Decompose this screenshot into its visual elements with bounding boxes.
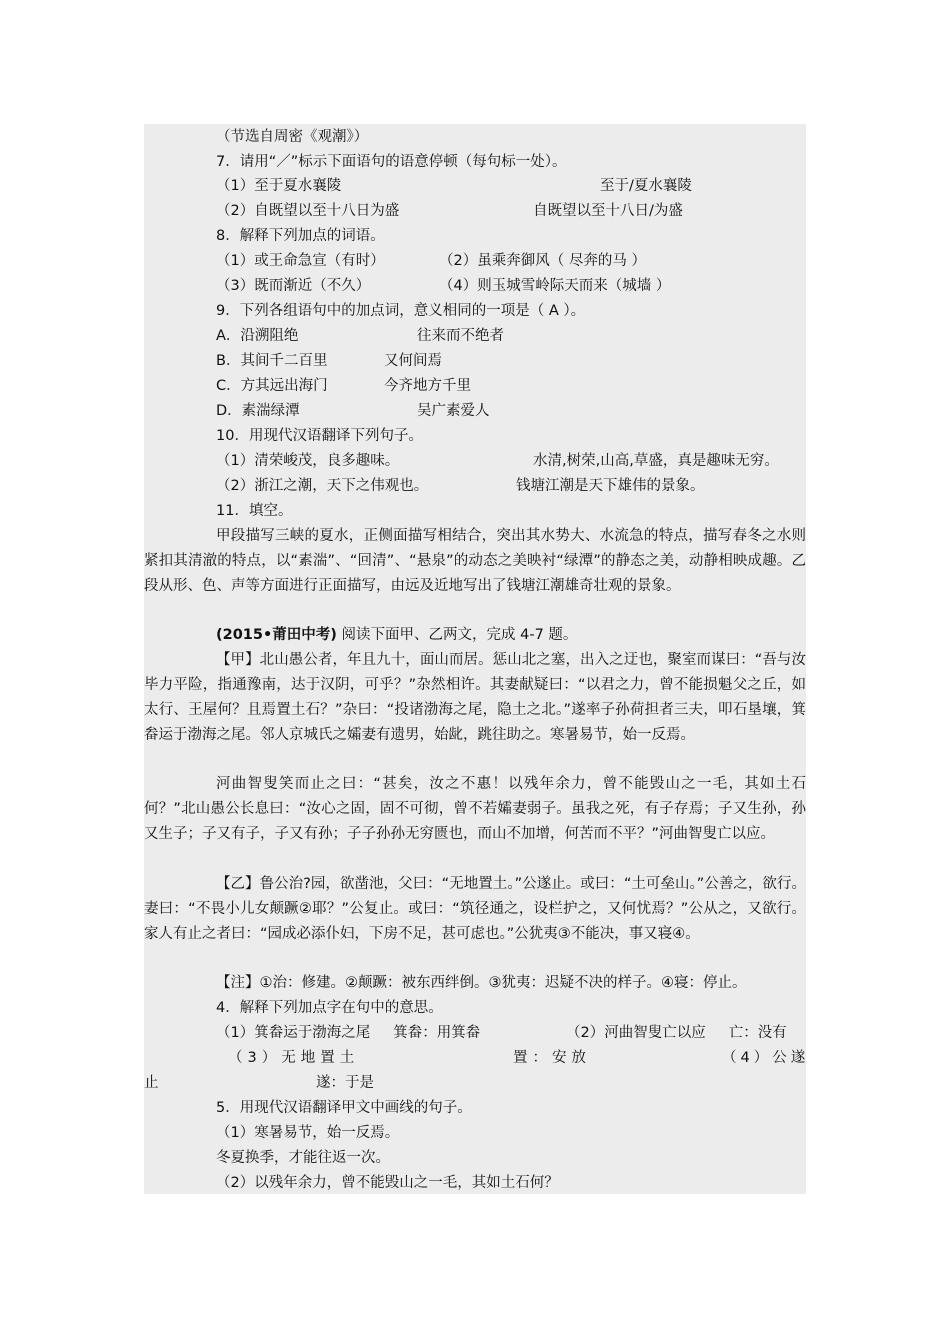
q10-item2-answer: 钱塘江潮是天下雄伟的景象。: [516, 478, 705, 494]
q10-item2-question: （2）浙江之潮，天下之伟观也。: [216, 478, 429, 494]
q10-title: 10．用现代汉语翻译下列句子。: [216, 428, 423, 444]
q5-item2-question: （2）以残年余力，曾不能毁山之一毛，其如土石何？: [216, 1175, 559, 1191]
q9-option-d-left: D．素湍绿潭: [216, 403, 300, 419]
q7-item1-question: （1）至于夏水襄陵: [216, 178, 342, 194]
q10-item1-answer: 水清,树荣,山高,草盛，真是趣味无穷。: [533, 453, 779, 469]
q5-item1-answer: 冬夏换季，才能往返一次。: [216, 1150, 390, 1166]
q10-item1-question: （1）清荣峻茂，良多趣味。: [216, 453, 400, 469]
annotation-notes: 【注】①治：修建。②颠蹶：被东西绊倒。③犹夷：迟疑不决的样子。④寝：停止。: [216, 975, 747, 991]
q4-title: 4．解释下列加点字在句中的意思。: [216, 1000, 443, 1016]
q9-option-c-left: C．方其远出海门: [216, 378, 328, 394]
exam-source: (2015•莆田中考): [216, 627, 337, 643]
q8-item3: （3）既而渐近（不久）: [216, 278, 371, 294]
q9-option-c-right: 今齐地方千里: [384, 378, 471, 394]
text-jia-paragraph-1: 【甲】北山愚公者，年且九十，面山而居。惩山北之塞，出入之迂也，聚室而谋曰：“吾与汝毕力平险，指通豫南，达于汉阴，可乎？”杂然相许。其妻献疑曰：“以君之力，曾不能损魁父之丘，如太行、王屋何？且焉置土石？”杂曰：“投诸渤海之尾，隐土之北。”遂率子孙荷担者三夫，叩石垦壤，箕畚运于渤海之尾。邻人京城氏之孀妻有遗男，始龀，跳往助之。寒暑易节，始一反焉。: [144, 652, 806, 743]
q7-item2-question: （2）自既望以至十八日为盛: [216, 203, 400, 219]
q4-item3-answer: 置：安放: [513, 1050, 591, 1066]
section2-heading: [216, 623, 577, 647]
q4-item4-continued: 止: [144, 1075, 159, 1091]
q4-item1: （1）箕畚运于渤海之尾 箕畚：用箕畚: [216, 1025, 481, 1041]
q9-option-b-right: 又何间焉: [384, 353, 442, 369]
text-jia-paragraph-2: 河曲智叟笑而止之曰：“甚矣，汝之不惠！以残年余力，曾不能毁山之一毛，其如土石何？”北山愚公长息曰：“汝心之固，固不可彻，曾不若孀妻弱子。虽我之死，有子存焉；子又生孙，孙又生子；子又有子，子又有孙；子子孙孙无穷匮也，而山不加增，何苦而不平？”河曲智叟亡以应。: [144, 776, 806, 842]
q9-option-b-left: B．其间千二百里: [216, 353, 328, 369]
q7-item1-answer: 至于/夏水襄陵: [600, 178, 692, 194]
q8-title: 8．解释下列加点的词语。: [216, 228, 385, 244]
q9-option-d-right: 吴广素爱人: [417, 403, 490, 419]
q11-title: 11．填空。: [216, 503, 293, 519]
q11-answer-paragraph: 甲段描写三峡的夏水，正侧面描写相结合，突出其水势大、水流急的特点，描写春冬之水则紧扣其清澈的特点，以“素湍”、“回清”、“悬泉”的动态之美映衬“绿潭”的静态之美，动静相映成趣。乙段从形、色、声等方面进行正面描写，由远及近地写出了钱塘江潮雄奇壮观的景象。: [144, 528, 806, 594]
q4-item2: （2）河曲智叟亡以应 亡：没有: [566, 1025, 787, 1041]
q8-item1: （1）或王命急宣（有时）: [216, 253, 385, 269]
q5-title: 5．用现代汉语翻译甲文中画线的句子。: [216, 1100, 472, 1116]
q4-item4-answer: 遂：于是: [316, 1075, 374, 1091]
q4-item4: （4）公遂: [722, 1050, 810, 1066]
q8-item2: （2）虽乘奔御风（ 尽奔的马 ）: [439, 253, 646, 269]
q7-title: 7．请用“／”标示下面语句的语意停顿（每句标一处）。: [216, 154, 567, 170]
q4-item3: （3）无地置土: [228, 1050, 360, 1066]
q9-title: 9．下列各组语句中的加点词，意义相同的一项是（ A ）。: [216, 303, 586, 319]
q7-item2-answer: 自既望以至十八日/为盛: [533, 203, 683, 219]
text-yi-paragraph: 【乙】鲁公治?园，欲凿池，父曰：“无地置土。”公遂止。或曰：“土可垒山。”公善之，欲行。妻曰：“不畏小儿女颠蹶②耶？”公复止。或曰：“筑径通之，设栏护之，又何忧焉？”公从之，又欲行。家人有止之者曰：“园成必添仆妇，下房不足，甚可虑也。”公犹夷③不能决，事又寝④。: [144, 876, 806, 942]
source-note: （节选自周密《观潮》）: [216, 129, 369, 145]
q9-option-a-left: A．沿溯阻绝: [216, 328, 299, 344]
q8-item4: （4）则玉城雪岭际天而来（城墙 ）: [439, 278, 671, 294]
q9-option-a-right: 往来而不绝者: [417, 328, 504, 344]
q5-item1-question: （1）寒暑易节，始一反焉。: [216, 1125, 400, 1141]
section2-intro: 阅读下面甲、乙两文，完成 4-7 题。: [336, 627, 578, 643]
